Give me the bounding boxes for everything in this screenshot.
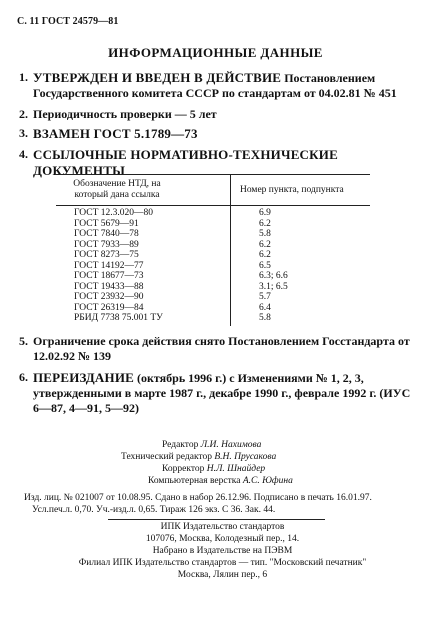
row-item: 6.2 (259, 218, 271, 229)
credit-tech-editor: Технический редактор В.Н. Прусакова (121, 452, 277, 462)
imprint-line: Набрано в Издательстве на ПЭВМ (152, 546, 293, 556)
publication-line: Изд. лиц. № 021007 от 10.08.95. Сдано в набор 26.12.96. Подписано в печать 16.01.97. (24, 493, 372, 503)
imprint-block (0, 521, 431, 581)
credit-proofreader: Корректор Н.Л. Шнайдер (162, 464, 266, 474)
page-title: ИНФОРМАЦИОННЫЕ ДАННЫЕ (108, 45, 323, 60)
table-body (56, 206, 370, 324)
credit-layout: Компьютерная верстка А.С. Юфина (148, 476, 293, 486)
row-doc: РБИД 7738 75.001 ТУ (74, 313, 163, 323)
row-doc: ГОСТ 23932—90 (74, 292, 144, 302)
row-item: 3.1; 6.5 (259, 281, 288, 292)
item-number: 6. (19, 370, 28, 384)
row-doc: ГОСТ 18677—73 (74, 271, 144, 281)
table-row (56, 282, 370, 293)
page-header: С. 11 ГОСТ 24579—81 (17, 16, 119, 27)
row-item: 6.2 (259, 239, 271, 250)
item-text: Ограничение срока действия снято Постановлением Госстандарта от 12.02.92 № 139 (33, 334, 410, 363)
row-item: 6.9 (259, 208, 271, 218)
table-row (56, 240, 370, 251)
item-text: (октябрь 1996 г.) с Изменениями № 1, 2, 3, утвержденными в марте 1987 г., декабре 1990 г., феврале 1992 г. (ИУС 6—87, 4—91, 5—92) (33, 371, 411, 415)
item-number: 2. (19, 107, 28, 121)
item-number: 4. (19, 147, 28, 161)
item-heading: ВЗАМЕН ГОСТ 5.1789—73 (33, 126, 198, 141)
row-item: 5.8 (259, 313, 271, 323)
table-row (56, 261, 370, 272)
table-row (56, 219, 370, 230)
row-item: 5.8 (259, 229, 271, 239)
publication-info (24, 493, 414, 516)
row-item: 5.7 (259, 292, 271, 302)
item-text: Периодичность проверки — 5 лет (33, 107, 217, 121)
imprint-line: 107076, Москва, Колодезный пер., 14. (145, 534, 300, 544)
row-doc: ГОСТ 5679—91 (74, 218, 139, 229)
table-row (56, 303, 370, 314)
imprint-line: ИПК Издательство стандартов (160, 522, 285, 532)
table-header (56, 174, 370, 206)
publication-line: Усл.печ.л. 0,70. Уч.-изд.л. 0,65. Тираж 126 экз. С 36. Зак. 44. (32, 504, 276, 515)
row-doc: ГОСТ 26319—84 (74, 302, 144, 313)
row-doc: ГОСТ 19433—88 (74, 281, 144, 292)
row-item: 6.2 (259, 250, 271, 260)
column-divider (230, 175, 231, 205)
credit-editor: Редактор Л.И. Нахимова (162, 440, 262, 450)
table-row (56, 208, 370, 219)
col-doc-header: Обозначение НТД, на который дана ссылка (73, 179, 161, 200)
table-row (56, 271, 370, 282)
item-number: 1. (19, 70, 28, 84)
item-text: Постановлением Государственного комитета СССР по стандартам от 04.02.81 № 451 (33, 71, 397, 100)
item-heading: ССЫЛОЧНЫЕ НОРМАТИВНО-ТЕХНИЧЕСКИЕ ДОКУМЕНТЫ (33, 147, 338, 178)
row-doc: ГОСТ 7933—89 (74, 239, 139, 250)
imprint-line: Филиал ИПК Издательство стандартов — тип. "Московский печатник" (78, 558, 367, 568)
info-item-3 (19, 126, 413, 141)
table-row (56, 292, 370, 303)
reference-table (56, 174, 370, 324)
table-row (56, 250, 370, 261)
info-item-6 (19, 370, 413, 418)
item-heading: УТВЕРЖДЕН И ВВЕДЕН В ДЕЙСТВИЕ (33, 70, 282, 85)
info-item-5 (19, 334, 413, 366)
row-item: 6.3; 6.6 (259, 271, 288, 281)
row-doc: ГОСТ 7840—78 (74, 229, 139, 239)
col-item-header: Номер пункта, подпункта (240, 185, 344, 195)
item-number: 5. (19, 334, 28, 348)
row-item: 6.4 (259, 302, 271, 313)
divider-rule (108, 519, 325, 520)
row-doc: ГОСТ 14192—77 (74, 260, 144, 271)
row-doc: ГОСТ 12.3.020—80 (74, 208, 153, 218)
item-number: 3. (19, 126, 28, 140)
item-heading: ПЕРЕИЗДАНИЕ (33, 370, 135, 385)
row-doc: ГОСТ 8273—75 (74, 250, 139, 260)
imprint-line: Москва, Лялин пер., 6 (177, 570, 268, 580)
table-row (56, 229, 370, 240)
table-row (56, 313, 370, 324)
info-item-2 (19, 107, 413, 122)
info-item-1 (19, 70, 413, 102)
info-item-4 (19, 147, 413, 178)
row-item: 6.5 (259, 260, 271, 271)
